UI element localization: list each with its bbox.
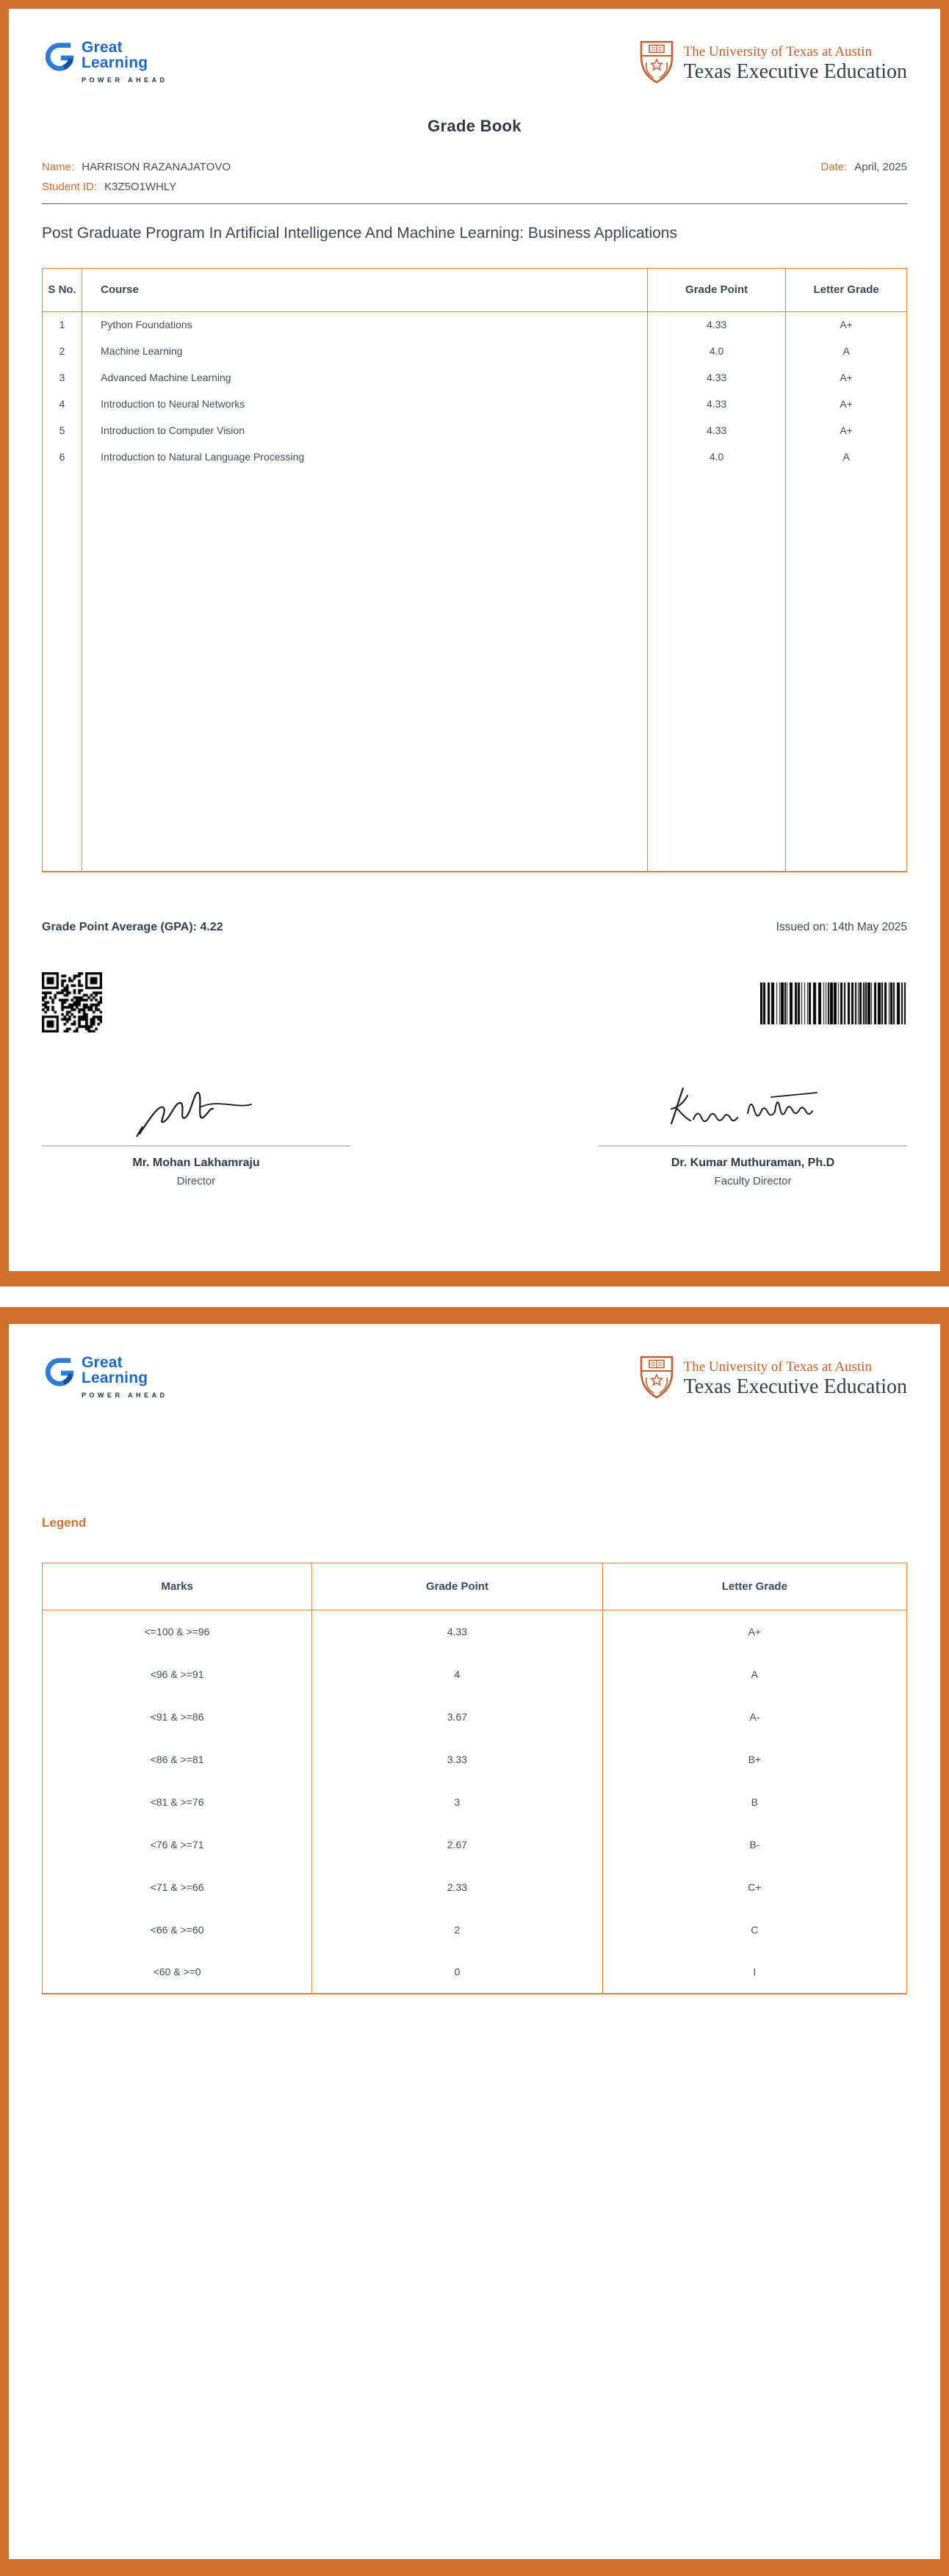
column-header: Marks — [43, 1563, 312, 1610]
ut-line-2: Texas Executive Education — [683, 1375, 907, 1399]
column-header: Course — [82, 268, 648, 311]
name-value: HARRISON RAZANAJATOVO — [82, 161, 231, 173]
table-row — [43, 1738, 907, 1781]
table-cell: 2 — [312, 1909, 602, 1951]
table-cell: Introduction to Computer Vision — [82, 417, 648, 444]
signatory-title: Director — [176, 1174, 216, 1187]
table-cell: 3.33 — [312, 1738, 602, 1781]
table-cell: <60 & >=0 — [43, 1951, 312, 1994]
table-cell: 4.33 — [647, 417, 785, 444]
signatory-name: Dr. Kumar Muthuraman, Ph.D — [671, 1156, 835, 1169]
table-cell: 4.33 — [312, 1610, 602, 1653]
table-row — [43, 444, 907, 470]
table-cell: 3 — [43, 364, 82, 391]
student-fields — [42, 161, 907, 193]
table-cell: B+ — [602, 1738, 906, 1781]
table-header-row — [43, 1563, 907, 1610]
date-value: April, 2025 — [854, 161, 907, 173]
table-cell: 3 — [312, 1781, 602, 1823]
header-divider — [42, 203, 907, 204]
table-filler-row — [43, 470, 907, 872]
table-cell: A+ — [602, 1610, 906, 1653]
table-cell: Machine Learning — [82, 338, 648, 364]
barcode-icon — [760, 983, 907, 1024]
legend-heading: Legend — [42, 1516, 87, 1530]
column-header: Grade Point — [312, 1563, 602, 1610]
legend-table-head — [43, 1563, 907, 1610]
table-cell: A — [786, 338, 907, 364]
program-title: Post Graduate Program In Artificial Intelligence And Machine Learning: Business Applications — [42, 225, 677, 242]
table-cell: 6 — [43, 444, 82, 470]
table-cell: 0 — [312, 1951, 602, 1994]
table-cell: Python Foundations — [82, 311, 648, 338]
table-cell: B- — [602, 1823, 906, 1866]
legend-table-body — [43, 1610, 907, 1994]
table-cell: <71 & >=66 — [43, 1866, 312, 1909]
table-cell: I — [602, 1951, 906, 1994]
director-signature-icon — [126, 1075, 266, 1143]
table-cell: 4.33 — [647, 391, 785, 417]
column-header: Letter Grade — [786, 268, 907, 311]
table-row — [43, 1951, 907, 1994]
ut-line-1: The University of Texas at Austin — [683, 1359, 872, 1375]
qr-code-icon — [42, 972, 102, 1032]
table-cell: <66 & >=60 — [43, 1909, 312, 1951]
gl-word-2: Learning — [82, 1370, 148, 1387]
table-cell: <=100 & >=96 — [43, 1610, 312, 1653]
table-cell: 3.67 — [312, 1696, 602, 1738]
document-title: Grade Book — [427, 117, 522, 135]
table-cell: 2.67 — [312, 1823, 602, 1866]
ut-austin-logo — [638, 40, 907, 89]
table-row — [43, 1823, 907, 1866]
table-row — [43, 1909, 907, 1951]
table-cell: Introduction to Neural Networks — [82, 391, 648, 417]
great-learning-wordmark — [82, 1355, 168, 1399]
ut-line-1: The University of Texas at Austin — [683, 44, 872, 60]
courses-table-head — [43, 268, 907, 311]
ut-austin-logo — [638, 1355, 907, 1404]
ut-wordmark — [684, 1359, 907, 1399]
table-cell: A — [786, 444, 907, 470]
table-row — [43, 1610, 907, 1653]
student-id-field — [42, 181, 176, 193]
grade-book-page-1 — [0, 0, 949, 1287]
table-header-row — [43, 268, 907, 311]
ut-shield-icon — [638, 40, 675, 89]
table-row — [43, 1653, 907, 1696]
table-cell: <81 & >=76 — [43, 1781, 312, 1823]
courses-table-body — [43, 311, 907, 872]
table-cell: 4 — [312, 1653, 602, 1696]
table-cell: Introduction to Natural Language Processing — [82, 444, 648, 470]
table-cell: 4.0 — [647, 338, 785, 364]
gpa-text: Grade Point Average (GPA): 4.22 — [42, 920, 223, 933]
gl-word-2: Learning — [82, 54, 148, 72]
table-cell: A+ — [786, 391, 907, 417]
gpa-row — [42, 921, 907, 934]
page-1-header — [42, 9, 907, 89]
table-row — [43, 338, 907, 364]
ut-shield-icon — [638, 1355, 675, 1404]
table-cell: 4.33 — [647, 311, 785, 338]
table-cell: A+ — [786, 311, 907, 338]
legend-table — [42, 1563, 907, 1994]
issued-on-text: Issued on: 14th May 2025 — [776, 920, 907, 933]
table-cell: Advanced Machine Learning — [82, 364, 648, 391]
table-row — [43, 311, 907, 338]
name-label: Name: — [42, 161, 75, 173]
table-cell: A+ — [786, 364, 907, 391]
column-header: Grade Point — [647, 268, 785, 311]
date-field — [820, 161, 907, 173]
table-cell: 4 — [43, 391, 82, 417]
faculty-director-signature-icon — [661, 1075, 845, 1143]
table-cell: <86 & >=81 — [43, 1738, 312, 1781]
table-cell: A — [602, 1653, 906, 1696]
great-learning-g-icon — [42, 40, 76, 77]
ut-wordmark — [684, 44, 907, 84]
table-row — [43, 364, 907, 391]
codes-row — [42, 972, 907, 1032]
page-1-sheet — [9, 9, 940, 1271]
column-header: Letter Grade — [602, 1563, 906, 1610]
table-cell: A- — [602, 1696, 906, 1738]
gl-word-1: Great — [82, 1354, 123, 1371]
date-label: Date: — [820, 161, 848, 173]
signatures-row — [42, 1075, 907, 1187]
page-gap — [0, 1287, 949, 1307]
great-learning-logo — [42, 1355, 168, 1399]
gl-tagline: POWER AHEAD — [82, 76, 168, 84]
table-cell: <91 & >=86 — [43, 1696, 312, 1738]
courses-table — [42, 268, 907, 872]
signatory-name: Mr. Mohan Lakhamraju — [132, 1156, 260, 1169]
table-cell: C+ — [602, 1866, 906, 1909]
page-2-sheet — [9, 1324, 940, 2559]
table-cell: 2.33 — [312, 1866, 602, 1909]
great-learning-logo — [42, 40, 168, 84]
table-row — [43, 391, 907, 417]
table-cell: <96 & >=91 — [43, 1653, 312, 1696]
table-cell: <76 & >=71 — [43, 1823, 312, 1866]
table-cell: 4.33 — [647, 364, 785, 391]
table-row — [43, 1866, 907, 1909]
ut-line-2: Texas Executive Education — [683, 60, 907, 84]
table-cell: B — [602, 1781, 906, 1823]
page-2-header — [42, 1324, 907, 1404]
table-cell: A+ — [786, 417, 907, 444]
student-id-label: Student ID: — [42, 181, 98, 193]
table-row — [43, 1781, 907, 1823]
name-field — [42, 161, 231, 173]
signature-block-director — [42, 1075, 350, 1187]
table-row — [43, 417, 907, 444]
signatory-title: Faculty Director — [714, 1174, 792, 1187]
signature-block-faculty-director — [599, 1075, 907, 1187]
grade-book-page-2 — [0, 1307, 949, 2576]
table-cell: 5 — [43, 417, 82, 444]
gl-tagline: POWER AHEAD — [82, 1391, 168, 1399]
great-learning-wordmark — [82, 40, 168, 84]
table-cell: 1 — [43, 311, 82, 338]
gl-word-1: Great — [82, 39, 123, 56]
student-id-value: K3Z5O1WHLY — [104, 181, 177, 193]
table-cell: C — [602, 1909, 906, 1951]
table-cell: 2 — [43, 338, 82, 364]
table-row — [43, 1696, 907, 1738]
column-header: S No. — [43, 268, 82, 311]
great-learning-g-icon — [42, 1355, 76, 1392]
table-cell: 4.0 — [647, 444, 785, 470]
